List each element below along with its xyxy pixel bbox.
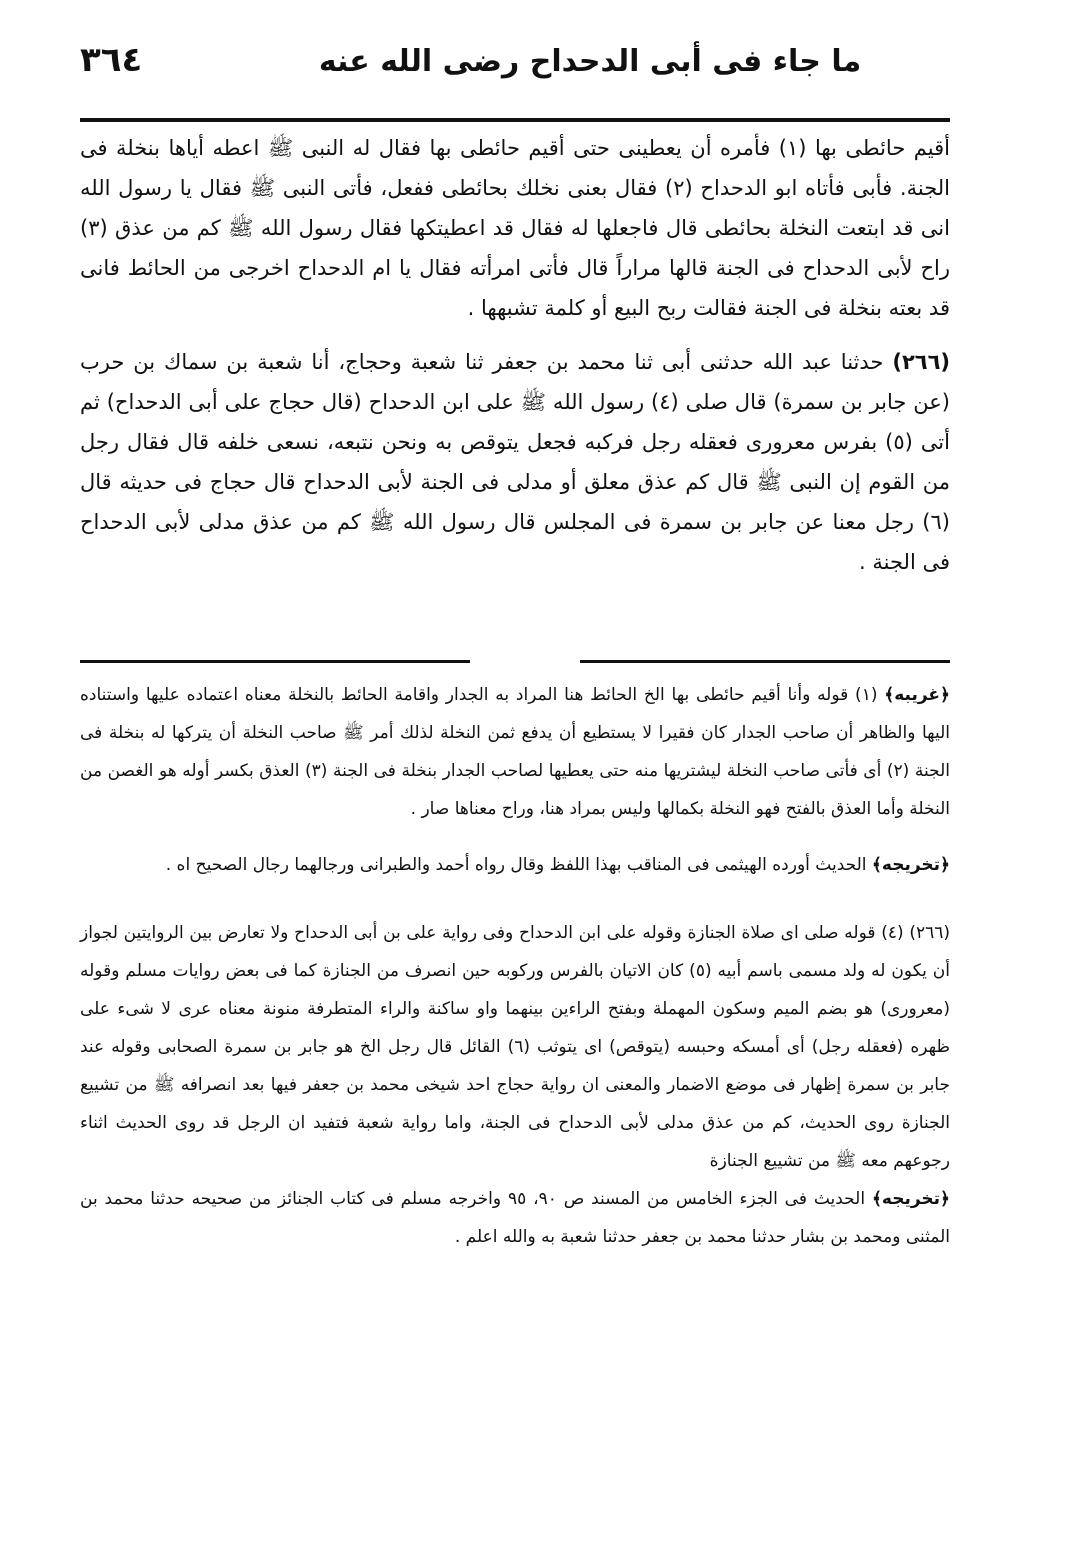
- header-rule: [80, 118, 950, 122]
- page-header: [80, 40, 950, 100]
- gharib-text: (١) قوله وأنا أقيم حائطى بها الخ الحائط هنا المراد به الجدار واقامة الحائط بالنخلة معناه اعتماده عليها واستناده اليها والظاهر أن صاحب الجدار كان فقيرا لا يستطيع أن يدفع ثمن النخلة لذلك أمر ﷺ صاحب النخلة أن يتركها له بنخلة فى الجنة (٢) أى فأتى صاحب النخلة ليشتريها منه حتى يعطيها لصاحب الجدار بنخلة فى الجنة (٣) العذق بكسر أوله هو الغصن من النخلة وأما العذق بالفتح فهو النخلة بكمالها وليس بمراد هنا، وراح معناها صار .: [80, 685, 950, 819]
- footnotes-block: [80, 676, 950, 1256]
- takhrij-label-2: ﴿تخريجه﴾: [871, 1189, 951, 1209]
- section-divider: [80, 660, 950, 663]
- hadith-number: (٢٦٦): [892, 350, 950, 374]
- takhrij-text: الحديث أورده الهيثمى فى المناقب بهذا اللفظ وقال رواه أحمد والطبرانى ورجالهما رجال الصحيح اه .: [165, 855, 867, 875]
- sharh-note: (٢٦٦) (٤) قوله صلى اى صلاة الجنازة وقوله على ابن الدحداح وفى رواية على بن أبى الدحداح ولا تعارض بين الروايتين لجواز أن يكون له ولد مسمى باسم أبيه (٥) كان الاتيان بالفرس وركوبه حين انصرف من الجنازة كما فى بعض روايات مسلم وقوله (معرورى) هو بضم الميم وسكون المهملة وبفتح الراءين بينهما واو ساكنة والراء المتطرفة منونة معناه عرى لا شىء على ظهره (فعقله رجل) أى أمسكه وحبسه (يتوقص) اى يتوثب (٦) القائل قال رجل الخ هو جابر بن سمرة الصحابى وقوله عند جابر بن سمرة إظهار فى موضع الاضمار والمعنى ان رواية حجاج احد شيخى محمد بن جعفر فيها بعد انصرافه ﷺ من تشييع الجنازة روى الحديث، كم من عذق مدلى لأبى الدحداح فى الجنة، واما رواية شعبة فتفيد ان الرجل قد روى الحديث اثناء رجوعهم معه ﷺ من تشييع الجنازة: [80, 923, 950, 1171]
- hadith-paragraph-1: أقيم حائطى بها (١) فأمره أن يعطينى حتى أقيم حائطى بها فقال له النبى ﷺ اعطه أياها بنخلة فى الجنة. فأبى فأتاه ابو الدحداح (٢) فقال بعنى نخلك بحائطى ففعل، فأتى النبى ﷺ فقال يا رسول الله انى قد ابتعت النخلة بحائطى قال فاجعلها له فقال قد اعطيتكها فقال رسول الله ﷺ كم من عذق (٣) راح لأبى الدحداح فى الجنة قالها مراراً قال فأتى امرأته فقال يا ام الدحداح اخرجى من الحائط فانى قد بعته بنخلة فى الجنة فقالت ربح البيع أو كلمة تشبهها .: [80, 136, 950, 320]
- takhrij-label: ﴿تخريجه﴾: [871, 855, 950, 875]
- hadith-paragraph-2: [80, 342, 950, 582]
- hadith-text: حدثنا عبد الله حدثنى أبى ثنا محمد بن جعفر ثنا شعبة وحجاج، أنا شعبة بن سماك بن حرب (عن جابر بن سمرة) قال صلى (٤) رسول الله ﷺ على ابن الدحداح (قال حجاج على أبى الدحداح) ثم أتى (٥) بفرس معرورى فعقله رجل فركبه فجعل يتوقص به ونحن نتبعه، نسعى خلفه قال فقال رجل من القوم إن النبى ﷺ قال كم عذق معلق أو مدلى فى الجنة لأبى الدحداح قال حجاج فى حديثه قال (٦) رجل معنا عن جابر بن سمرة فى المجلس قال رسول الله ﷺ كم من عذق مدلى لأبى الدحداح فى الجنة .: [80, 350, 950, 574]
- main-text-block: [80, 128, 950, 582]
- gharib-note: [80, 676, 950, 828]
- takhrij-text-2: الحديث فى الجزء الخامس من المسند ص ٩٠، ٩٥ واخرجه مسلم فى كتاب الجنائز من صحيحه حدثنا محمد بن المثنى ومحمد بن بشار حدثنا محمد بن جعفر حدثنا شعبة به والله اعلم .: [80, 1189, 950, 1247]
- running-title: ما جاء فى أبى الدحداح رضى الله عنه: [318, 44, 862, 79]
- takhrij-note-2: [80, 1180, 950, 1256]
- takhrij-note: [80, 846, 950, 884]
- page-number: ٣٦٤: [80, 40, 143, 80]
- gharib-label: ﴿غريبه﴾: [884, 685, 950, 705]
